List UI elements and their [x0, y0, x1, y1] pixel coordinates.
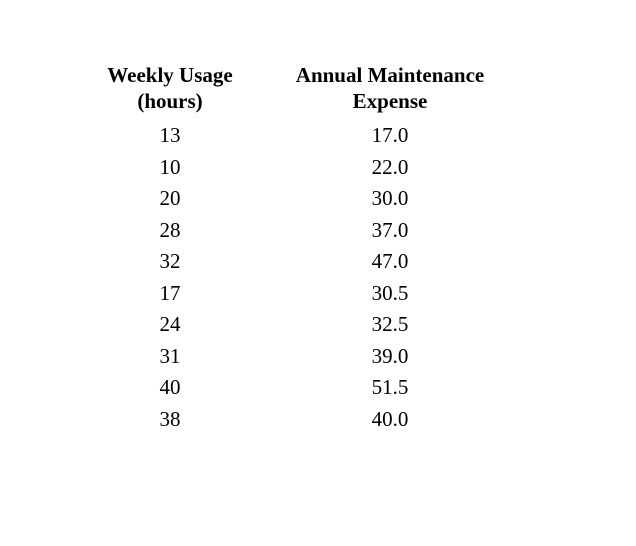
- cell-weekly-usage: 31: [159, 343, 181, 368]
- column-header-line: Expense: [352, 89, 428, 113]
- table-header: [98, 62, 498, 114]
- column-header-line: (hours): [137, 89, 203, 113]
- column-header-line: Weekly Usage: [107, 63, 233, 87]
- table-body: [98, 120, 498, 435]
- table-row: [98, 152, 498, 184]
- table-row: [98, 215, 498, 247]
- cell-annual-maintenance-expense: 40.0: [371, 406, 409, 431]
- cell-weekly-usage: 38: [159, 406, 181, 431]
- cell-weekly-usage: 40: [159, 375, 181, 399]
- cell-annual-maintenance-expense: 30.0: [371, 186, 409, 210]
- cell-weekly-usage: 20: [159, 186, 181, 210]
- cell-annual-maintenance-expense: 37.0: [371, 217, 409, 242]
- cell-weekly-usage: 24: [159, 312, 181, 336]
- table-row: [98, 372, 498, 404]
- cell-weekly-usage: 32: [159, 249, 181, 273]
- cell-weekly-usage: 13: [159, 123, 181, 147]
- table-row: [98, 309, 498, 341]
- cell-annual-maintenance-expense: 32.5: [371, 312, 409, 336]
- cell-annual-maintenance-expense: 30.5: [371, 280, 409, 305]
- table-row: [98, 183, 498, 215]
- table-row: [98, 246, 498, 278]
- column-header-line: Annual Maintenance: [295, 63, 485, 87]
- cell-annual-maintenance-expense: 39.0: [371, 343, 409, 368]
- cell-annual-maintenance-expense: 22.0: [371, 154, 409, 179]
- cell-weekly-usage: 28: [159, 217, 181, 242]
- cell-weekly-usage: 17: [159, 280, 181, 305]
- column-header-annual-maintenance-expense: [282, 62, 498, 114]
- data-table: [98, 62, 498, 435]
- cell-weekly-usage: 10: [159, 154, 181, 179]
- table-row: [98, 120, 498, 152]
- cell-annual-maintenance-expense: 47.0: [371, 249, 409, 273]
- cell-annual-maintenance-expense: 17.0: [371, 123, 409, 147]
- table-row: [98, 278, 498, 310]
- column-header-weekly-usage: [98, 62, 242, 114]
- cell-annual-maintenance-expense: 51.5: [371, 375, 409, 399]
- table-row: [98, 341, 498, 373]
- table-row: [98, 404, 498, 436]
